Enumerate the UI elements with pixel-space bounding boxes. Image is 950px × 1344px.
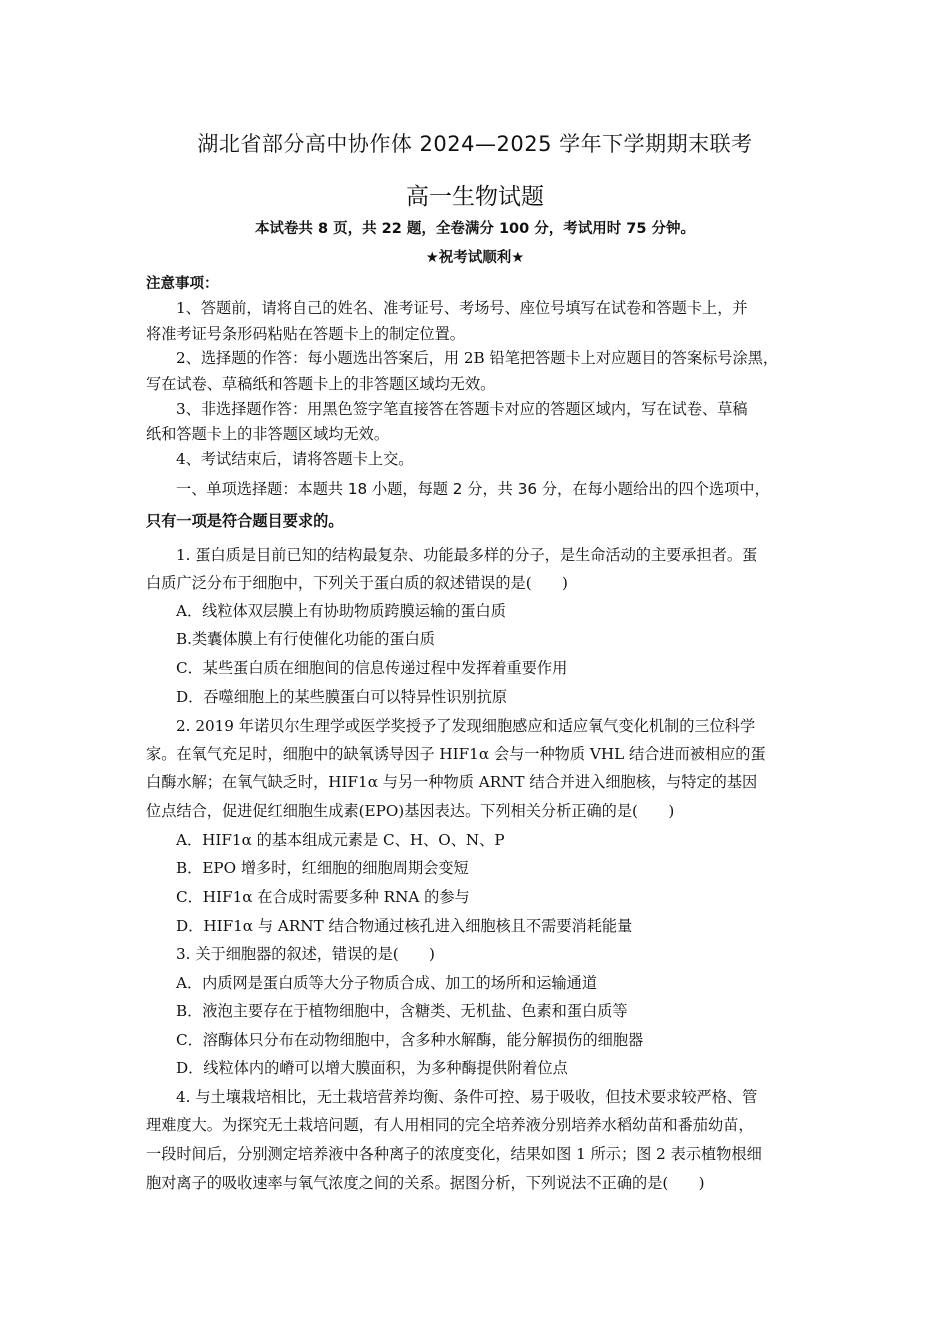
question-1-stem: 白质广泛分布于细胞中，下列关于蛋白质的叙述错误的是( ) — [146, 574, 568, 592]
question-2-option-d: D．HIF1α 与 ARNT 结合物通过核孔进入细胞核且不需要消耗能量 — [176, 917, 633, 935]
question-4-stem: 理难度大。为探究无土栽培问题，有人用相同的完全培养液分别培养水稻幼苗和番茄幼苗， — [146, 1116, 754, 1134]
question-2-option-a: A．HIF1α 的基本组成元素是 C、H、O、N、P — [176, 831, 505, 849]
question-2-stem: 家。在氧气充足时，细胞中的缺氧诱导因子 HIF1α 会与一种物质 VHL 结合进而被相应的蛋 — [146, 745, 766, 763]
notice-line: 3、非选择题作答：用黑色签字笔直接答在答题卡对应的答题区域内，写在试卷、草稿 — [176, 400, 748, 418]
section-desc: 本题共 18 小题，每题 2 分，共 36 分，在每小题给出的四个选项中， — [297, 480, 770, 498]
exam-info: 本试卷共 8 页，共 22 题，全卷满分 100 分，考试用时 75 分钟。 — [254, 221, 696, 237]
notice-line: 将准考证号条形码粘贴在答题卡上的制定位置。 — [146, 325, 465, 343]
question-2-option-c: C．HIF1α 在合成时需要多种 RNA 的参与 — [176, 888, 470, 906]
section-heading — [176, 479, 770, 499]
question-3-option-c: C．溶酶体只分布在动物细胞中，含多种水解酶，能分解损伤的细胞器 — [176, 1031, 644, 1049]
exam-subtitle: 高一生物试题 — [406, 184, 544, 210]
question-4-stem: 一段时间后，分别测定培养液中各种离子的浓度变化，结果如图 1 所示；图 2 表示植物根细 — [146, 1145, 762, 1163]
notice-title: 注意事项： — [146, 275, 219, 292]
question-3-option-d: D．线粒体内的嵴可以增大膜面积，为多种酶提供附着位点 — [176, 1059, 568, 1077]
exam-title: 湖北省部分高中协作体 2024—2025 学年下学期期末联考 — [197, 132, 753, 156]
question-4-stem: 4. 与土壤栽培相比，无土栽培营养均衡、条件可控、易于吸收，但技术要求较严格、管 — [176, 1088, 758, 1106]
question-1-option-d: D．吞噬细胞上的某些膜蛋白可以特异性识别抗原 — [176, 688, 508, 706]
question-1-option-a: A．线粒体双层膜上有协助物质跨膜运输的蛋白质 — [176, 602, 506, 620]
question-4-stem: 胞对离子的吸收速率与氧气浓度之间的关系。据图分析，下列说法不正确的是( ) — [146, 1174, 705, 1192]
notice-line: 4、考试结束后，请将答题卡上交。 — [176, 450, 414, 468]
question-2-stem: 位点结合，促进促红细胞生成素(EPO)基因表达。下列相关分析正确的是( ) — [146, 802, 675, 820]
section-desc-cont: 只有一项是符合题目要求的。 — [146, 512, 344, 530]
question-1-stem: 1. 蛋白质是目前已知的结构最复杂、功能最多样的分子，是生命活动的主要承担者。蛋 — [176, 546, 758, 564]
exam-wish: ★祝考试顺利★ — [425, 250, 525, 266]
question-2-stem: 白酶水解；在氧气缺乏时，HIF1α 与另一种物质 ARNT 结合并进入细胞核，与特定的基因 — [146, 773, 758, 791]
question-3-stem: 3. 关于细胞器的叙述，错误的是( ) — [176, 945, 435, 963]
notice-line: 2、选择题的作答：每小题选出答案后，用 2B 铅笔把答题卡上对应题目的答案标号涂黑， — [176, 349, 779, 367]
question-3-option-b: B．液泡主要存在于植物细胞中，含糖类、无机盐、色素和蛋白质等 — [176, 1002, 628, 1020]
question-1-option-b: B.类囊体膜上有行使催化功能的蛋白质 — [176, 630, 435, 648]
notice-line: 1、答题前，请将自己的姓名、准考证号、考场号、座位号填写在试卷和答题卡上，并 — [176, 299, 748, 317]
question-2-option-b: B．EPO 增多时，红细胞的细胞周期会变短 — [176, 859, 469, 877]
notice-line: 纸和答题卡上的非答题区域均无效。 — [146, 425, 389, 443]
notice-line: 写在试卷、草稿纸和答题卡上的非答题区域均无效。 — [146, 375, 496, 393]
section-prefix: 一、单项选择题： — [176, 480, 298, 498]
question-3-option-a: A．内质网是蛋白质等大分子物质合成、加工的场所和运输通道 — [176, 974, 598, 992]
question-2-stem: 2. 2019 年诺贝尔生理学或医学奖授予了发现细胞感应和适应氧气变化机制的三位科学 — [176, 717, 756, 735]
question-1-option-c: C．某些蛋白质在细胞间的信息传递过程中发挥着重要作用 — [176, 659, 568, 677]
